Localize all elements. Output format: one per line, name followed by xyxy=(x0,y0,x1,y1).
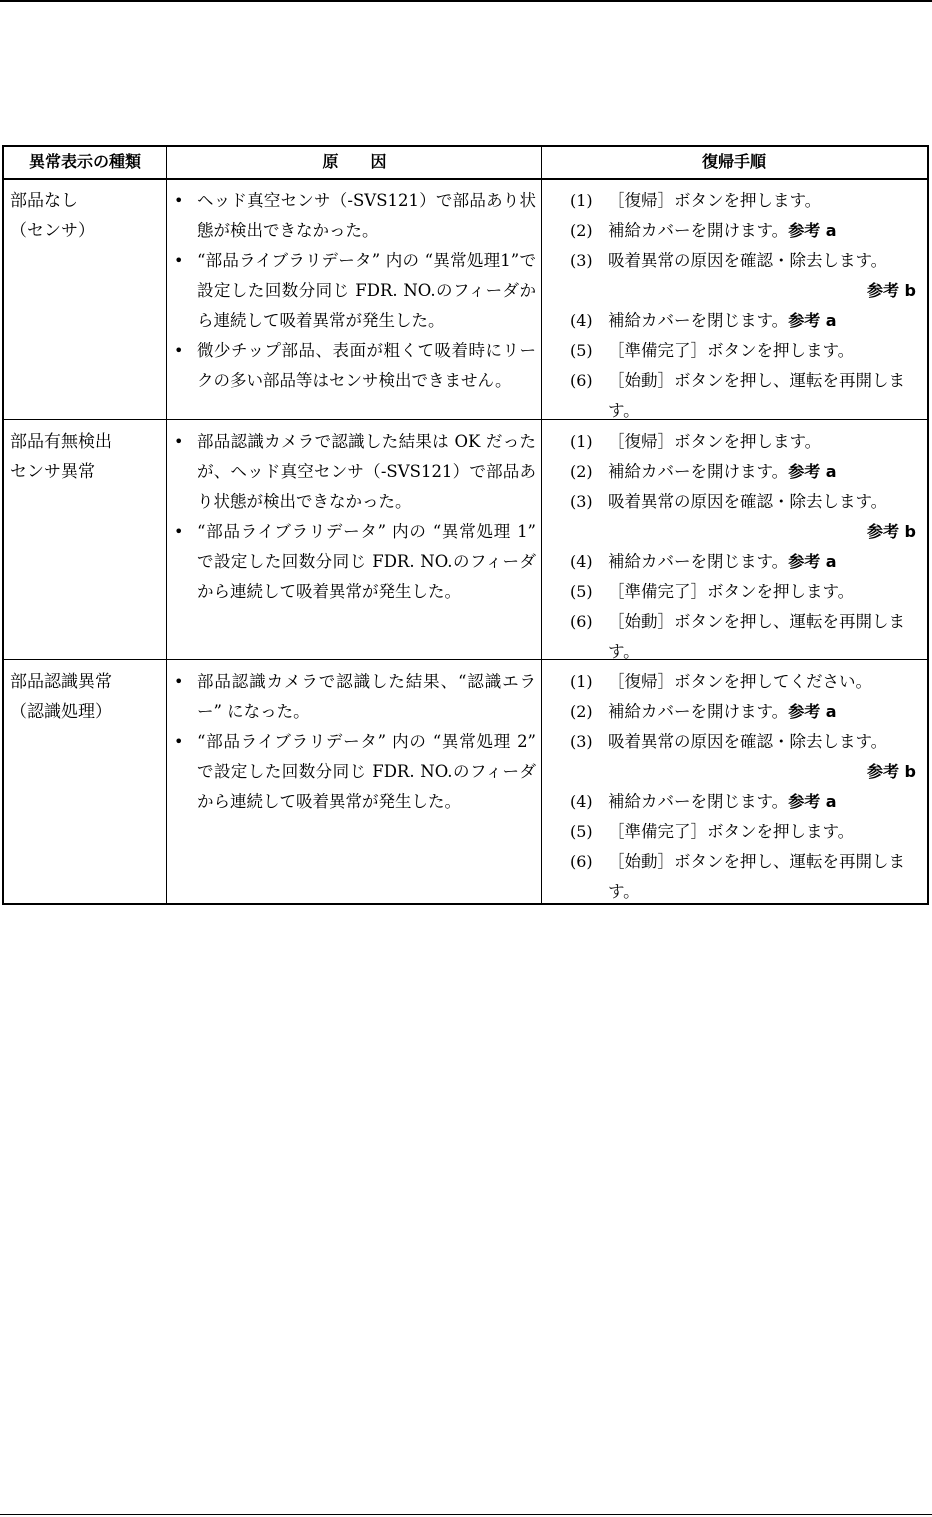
step-text: ［始動］ボタンを押し、運転を再開します。 xyxy=(608,371,905,420)
error-recovery-table xyxy=(2,145,929,905)
step-text: ［始動］ボタンを押し、運転を再開します。 xyxy=(608,612,905,661)
top-rule xyxy=(0,0,932,2)
reference-label: 参考 a xyxy=(788,221,837,240)
error-type-cell: 部品認識異常 （認識処理） xyxy=(10,672,112,722)
step-text: ［準備完了］ボタンを押します。 xyxy=(608,822,855,841)
cause-item xyxy=(172,246,536,336)
recovery-step xyxy=(548,306,924,336)
error-type-cell: 部品なし （センサ） xyxy=(10,191,95,241)
step-number: (3) xyxy=(570,251,593,270)
step-number: (1) xyxy=(570,672,593,691)
step-text: 吸着異常の原因を確認・除去します。 xyxy=(608,732,888,751)
recovery-step xyxy=(548,216,924,246)
recovery-steps-cell xyxy=(548,667,924,907)
recovery-step xyxy=(548,457,924,487)
step-text: 吸着異常の原因を確認・除去します。 xyxy=(608,251,888,270)
cause-text: ヘッド真空センサ（-SVS121）で部品あり状態が検出できなかった。 xyxy=(197,191,536,240)
reference-label: 参考 a xyxy=(788,552,837,571)
recovery-step xyxy=(548,727,924,757)
cause-cell xyxy=(172,667,536,817)
recovery-step xyxy=(548,186,924,216)
bottom-rule xyxy=(0,1514,932,1515)
step-text: 補給カバーを開けます。 xyxy=(608,221,789,240)
bullet-icon: • xyxy=(174,341,184,360)
reference-label: 参考 b xyxy=(866,522,916,541)
step-number: (2) xyxy=(570,702,593,721)
step-number: (4) xyxy=(570,792,593,811)
cause-item xyxy=(172,427,536,517)
reference-label: 参考 a xyxy=(788,311,837,330)
step-text: 補給カバーを開けます。 xyxy=(608,702,789,721)
recovery-step xyxy=(548,847,924,907)
cause-item xyxy=(172,336,536,396)
bullet-icon: • xyxy=(174,522,184,541)
step-number: (4) xyxy=(570,552,593,571)
cause-text: “部品ライブラリデータ” 内の “異常処理 2” で設定した回数分同じ FDR. NO.のフィーダから連続して吸着異常が発生した。 xyxy=(197,732,536,811)
recovery-steps-cell xyxy=(548,427,924,667)
reference-label: 参考 b xyxy=(866,281,916,300)
recovery-step xyxy=(548,246,924,276)
step-number: (3) xyxy=(570,732,593,751)
cause-text: 微少チップ部品、表面が粗くて吸着時にリークの多い部品等はセンサ検出できません。 xyxy=(197,341,536,390)
bullet-icon: • xyxy=(174,432,184,451)
step-text: ［復帰］ボタンを押します。 xyxy=(608,432,822,451)
step-number: (6) xyxy=(570,371,593,390)
cause-cell xyxy=(172,186,536,396)
cause-text: “部品ライブラリデータ” 内の “異常処理 1” で設定した回数分同じ FDR. NO.のフィーダから連続して吸着異常が発生した。 xyxy=(197,522,536,601)
step-text: ［復帰］ボタンを押します。 xyxy=(608,191,822,210)
step-number: (5) xyxy=(570,341,593,360)
step-text: ［始動］ボタンを押し、運転を再開します。 xyxy=(608,852,905,901)
header-recovery-steps: 復帰手順 xyxy=(701,152,766,171)
step-number: (1) xyxy=(570,191,593,210)
cause-item xyxy=(172,517,536,607)
header-cause: 原 因 xyxy=(322,152,387,171)
cause-text: “部品ライブラリデータ” 内の “異常処理1”で設定した回数分同じ FDR. NO.のフィーダから連続して吸着異常が発生した。 xyxy=(197,251,536,330)
step-number: (1) xyxy=(570,432,593,451)
recovery-step xyxy=(548,547,924,577)
step-number: (2) xyxy=(570,462,593,481)
cause-item xyxy=(172,727,536,817)
table-header xyxy=(4,147,927,180)
cause-item xyxy=(172,667,536,727)
step-text: ［準備完了］ボタンを押します。 xyxy=(608,341,855,360)
cause-text: 部品認識カメラで認識した結果は OK だったが、ヘッド真空センサ（-SVS121）で部品あり状態が検出できなかった。 xyxy=(197,432,536,511)
cause-item xyxy=(172,186,536,246)
step-number: (5) xyxy=(570,582,593,601)
step-number: (6) xyxy=(570,612,593,631)
step-text: 補給カバーを開けます。 xyxy=(608,462,789,481)
reference-label: 参考 a xyxy=(788,462,837,481)
step-number: (2) xyxy=(570,221,593,240)
recovery-step xyxy=(548,487,924,517)
recovery-step xyxy=(548,817,924,847)
recovery-step xyxy=(548,607,924,667)
reference-label: 参考 a xyxy=(788,792,837,811)
step-number: (6) xyxy=(570,852,593,871)
step-text: ［復帰］ボタンを押してください。 xyxy=(608,672,872,691)
recovery-step xyxy=(548,577,924,607)
recovery-steps-cell xyxy=(548,186,924,426)
bullet-icon: • xyxy=(174,191,184,210)
recovery-step xyxy=(548,667,924,697)
recovery-step xyxy=(548,336,924,366)
bullet-icon: • xyxy=(174,251,184,270)
error-type-cell: 部品有無検出 センサ異常 xyxy=(10,432,112,482)
step-text: 補給カバーを閉じます。 xyxy=(608,552,789,571)
header-error-type: 異常表示の種類 xyxy=(28,152,141,171)
cause-cell xyxy=(172,427,536,607)
recovery-step xyxy=(548,787,924,817)
column-divider xyxy=(166,147,167,903)
column-divider xyxy=(541,147,542,903)
cause-text: 部品認識カメラで認識した結果、“認識エラー” になった。 xyxy=(197,672,536,721)
recovery-step xyxy=(548,427,924,457)
step-text: 吸着異常の原因を確認・除去します。 xyxy=(608,492,888,511)
step-text: ［準備完了］ボタンを押します。 xyxy=(608,582,855,601)
step-text: 補給カバーを閉じます。 xyxy=(608,311,789,330)
recovery-step xyxy=(548,697,924,727)
step-number: (3) xyxy=(570,492,593,511)
reference-label: 参考 b xyxy=(866,762,916,781)
reference-label: 参考 a xyxy=(788,702,837,721)
bullet-icon: • xyxy=(174,672,184,691)
step-number: (5) xyxy=(570,822,593,841)
step-text: 補給カバーを閉じます。 xyxy=(608,792,789,811)
bullet-icon: • xyxy=(174,732,184,751)
recovery-step xyxy=(548,366,924,426)
step-number: (4) xyxy=(570,311,593,330)
